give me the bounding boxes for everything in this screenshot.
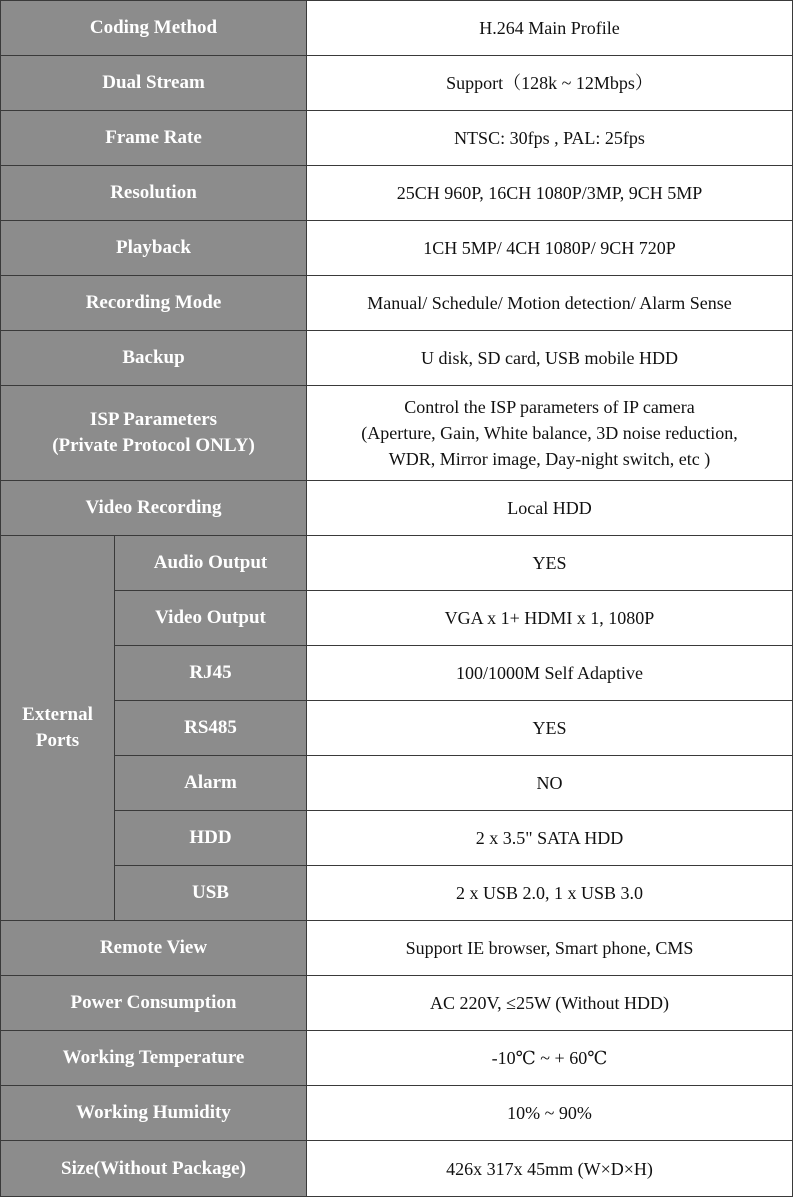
spec-row	[1, 811, 793, 866]
spec-value: VGA x 1+ HDMI x 1, 1080P	[307, 591, 793, 646]
spec-label: USB	[115, 866, 307, 921]
spec-row	[1, 276, 793, 331]
spec-label: Video Output	[115, 591, 307, 646]
spec-value: 1CH 5MP/ 4CH 1080P/ 9CH 720P	[307, 221, 793, 276]
spec-label: Size(Without Package)	[1, 1141, 307, 1197]
spec-value: YES	[307, 701, 793, 756]
spec-label: Audio Output	[115, 536, 307, 591]
spec-value: 2 x 3.5" SATA HDD	[307, 811, 793, 866]
spec-row	[1, 56, 793, 111]
spec-label: RJ45	[115, 646, 307, 701]
spec-row	[1, 331, 793, 386]
spec-row	[1, 481, 793, 536]
spec-label: Working Temperature	[1, 1031, 307, 1086]
spec-row	[1, 166, 793, 221]
spec-value: Support（128k ~ 12Mbps）	[307, 56, 793, 111]
spec-value: NTSC: 30fps , PAL: 25fps	[307, 111, 793, 166]
spec-value: -10℃ ~ + 60℃	[307, 1031, 793, 1086]
spec-value: Manual/ Schedule/ Motion detection/ Alarm Sense	[307, 276, 793, 331]
spec-label: RS485	[115, 701, 307, 756]
spec-row	[1, 591, 793, 646]
spec-label: Alarm	[115, 756, 307, 811]
spec-label: Frame Rate	[1, 111, 307, 166]
spec-value: 2 x USB 2.0, 1 x USB 3.0	[307, 866, 793, 921]
spec-row	[1, 866, 793, 921]
spec-row	[1, 1086, 793, 1141]
spec-label: HDD	[115, 811, 307, 866]
spec-value: Local HDD	[307, 481, 793, 536]
spec-value: NO	[307, 756, 793, 811]
spec-value: Control the ISP parameters of IP camera (Aperture, Gain, White balance, 3D noise reduction, WDR, Mirror image, Day-night switch, etc )	[307, 386, 793, 481]
spec-value: 426x 317x 45mm (W×D×H)	[307, 1141, 793, 1197]
spec-label: Working Humidity	[1, 1086, 307, 1141]
external-ports-group-label: External Ports	[1, 536, 115, 921]
spec-row	[1, 1031, 793, 1086]
spec-label: Coding Method	[1, 1, 307, 56]
spec-row	[1, 111, 793, 166]
spec-label: Video Recording	[1, 481, 307, 536]
spec-label: Dual Stream	[1, 56, 307, 111]
spec-row	[1, 536, 793, 591]
spec-value: H.264 Main Profile	[307, 1, 793, 56]
spec-row	[1, 1141, 793, 1197]
spec-row	[1, 221, 793, 276]
spec-value: 10% ~ 90%	[307, 1086, 793, 1141]
spec-label: Resolution	[1, 166, 307, 221]
spec-label: Backup	[1, 331, 307, 386]
spec-row	[1, 701, 793, 756]
spec-label: Playback	[1, 221, 307, 276]
spec-label: ISP Parameters (Private Protocol ONLY)	[1, 386, 307, 481]
spec-row	[1, 756, 793, 811]
spec-value: 25CH 960P, 16CH 1080P/3MP, 9CH 5MP	[307, 166, 793, 221]
spec-label: Remote View	[1, 921, 307, 976]
spec-row	[1, 646, 793, 701]
spec-value: 100/1000M Self Adaptive	[307, 646, 793, 701]
spec-value: Support IE browser, Smart phone, CMS	[307, 921, 793, 976]
spec-value: YES	[307, 536, 793, 591]
spec-row	[1, 1, 793, 56]
spec-row	[1, 976, 793, 1031]
spec-value: U disk, SD card, USB mobile HDD	[307, 331, 793, 386]
spec-label: Recording Mode	[1, 276, 307, 331]
spec-row	[1, 386, 793, 481]
spec-value: AC 220V, ≤25W (Without HDD)	[307, 976, 793, 1031]
spec-label: Power Consumption	[1, 976, 307, 1031]
spec-row	[1, 921, 793, 976]
